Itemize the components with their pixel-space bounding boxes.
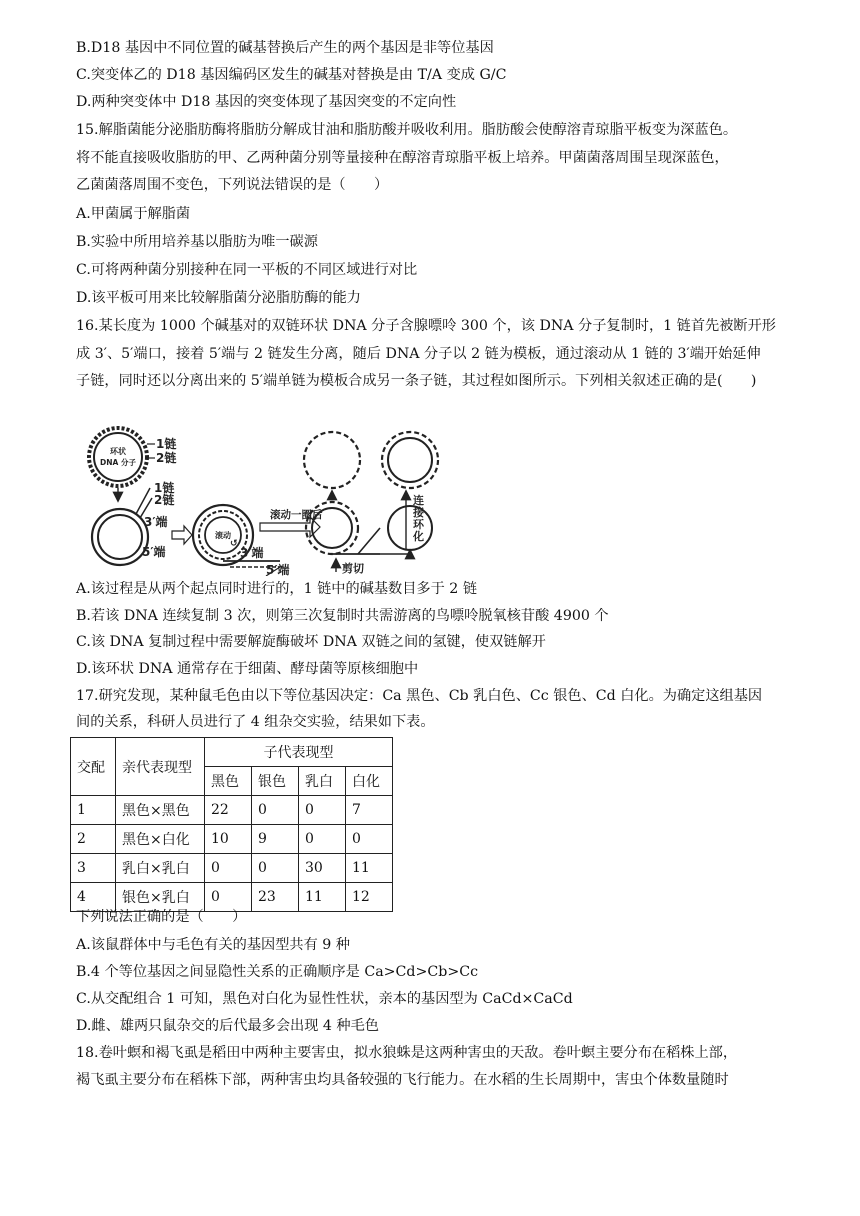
chain2-label: 2链 xyxy=(156,451,177,465)
sub-header-albino: 白化 xyxy=(346,767,393,796)
table-row: 1 黑色×黑色 22 0 0 7 xyxy=(71,796,393,825)
chain2b-label: 2链 xyxy=(154,493,175,507)
q15-option-c: C.可将两种菌分别接种在同一平板的不同区域进行对比 xyxy=(76,262,418,278)
sub-header-cream: 乳白 xyxy=(299,767,346,796)
table-row: 3 乳白×乳白 0 0 30 11 xyxy=(71,854,393,883)
ring-label-3: 环 xyxy=(413,518,424,531)
circ-label-2: DNA 分子 xyxy=(100,458,136,467)
chain1-label: 1链 xyxy=(156,437,177,451)
circular-dna-icon xyxy=(89,428,147,486)
q16-stem-line3: 子链，同时还以分离出来的 5′端单链为模板合成另一条子链，其过程如图所示。下列相关叙述正确的是( ) xyxy=(76,373,757,389)
process-arrow-icon xyxy=(172,526,192,544)
q16-option-d: D.该环状 DNA 通常存在于细菌、酵母菌等原核细胞中 xyxy=(76,661,419,677)
ring-label-1: 连 xyxy=(413,494,424,507)
q15-option-a: A.甲菌属于解脂菌 xyxy=(76,206,191,222)
table-row: 4 银色×乳白 0 23 11 12 xyxy=(71,883,393,912)
sub-header-black: 黑色 xyxy=(205,767,252,796)
rolling-label: 滚动 xyxy=(215,531,231,540)
product-circle-double xyxy=(382,432,438,550)
end5b-label: 5′端 xyxy=(266,563,290,576)
cross-results-table xyxy=(70,737,393,912)
q17-prompt: 下列说法正确的是（ ） xyxy=(76,909,247,925)
q17-option-b: B.4 个等位基因之间显隐性关系的正确顺序是 Ca>Cd>Cb>Cc xyxy=(76,964,479,980)
q16-stem-line2: 成 3′、5′端口，接着 5′端与 2 链发生分离，随后 DNA 分子以 2 链为模板，通过滚动从 1 链的 3′端开始延伸 xyxy=(76,346,761,362)
rotate-icon: ↺ xyxy=(230,539,238,549)
q17-stem-line1: 17.研究发现，某种鼠毛色由以下等位基因决定：Ca 黑色、Cb 乳白色、Cc 银色、Cd 白化。为确定这组基因 xyxy=(76,688,763,704)
q14-option-d: D.两种突变体中 D18 基因的突变体现了基因突变的不定向性 xyxy=(76,94,457,110)
header-parent: 亲代表现型 xyxy=(116,738,205,796)
q15-option-b: B.实验中所用培养基以脂肪为唯一碳源 xyxy=(76,234,318,250)
product-circle-single xyxy=(304,432,360,488)
table-row: 2 黑色×白化 10 9 0 0 xyxy=(71,825,393,854)
end5-label: 5′端 xyxy=(142,545,166,559)
cut-label: 剪切 xyxy=(342,562,364,575)
header-offspring: 子代表现型 xyxy=(205,738,393,767)
q18-stem-line2: 褐飞虱主要分布在稻株下部，两种害虫均具备较强的飞行能力。在水稻的生长周期中，害虫个体数量随时 xyxy=(76,1072,729,1088)
q15-option-d: D.该平板可用来比较解脂菌分泌脂肪酶的能力 xyxy=(76,290,361,306)
ring-label-2: 接 xyxy=(413,506,424,519)
q17-option-c: C.从交配组合 1 可知，黑色对白化为显性性状，亲本的基因型为 CaCd×CaCd xyxy=(76,991,573,1007)
q16-option-a: A.该过程是从两个起点同时进行的，1 链中的碱基数目多于 2 链 xyxy=(76,581,478,597)
q16-option-c: C.该 DNA 复制过程中需要解旋酶破坏 DNA 双链之间的氢键，使双链解开 xyxy=(76,634,546,650)
ring-label-4: 化 xyxy=(413,530,424,543)
end3b-label: 3′端 xyxy=(240,546,264,560)
circ-label-1: 环状 xyxy=(110,447,126,456)
q15-stem-line2: 将不能直接吸收脂肪的甲、乙两种菌分别等量接种在醇溶青琼脂平板上培养。甲菌菌落周围呈现深蓝色， xyxy=(76,150,729,166)
q14-option-c: C.突变体乙的 D18 基因编码区发生的碱基对替换是由 T/A 变成 G/C xyxy=(76,67,507,83)
end3-label: 3′端 xyxy=(144,515,168,529)
sub-header-silver: 银色 xyxy=(252,767,299,796)
q16-stem-line1: 16.某长度为 1000 个碱基对的双链环状 DNA 分子含腺嘌呤 300 个，该 DNA 分子复制时，1 链首先被断开形 xyxy=(76,318,776,334)
header-cross: 交配 xyxy=(71,738,116,796)
q17-option-d: D.雌、雄两只鼠杂交的后代最多会出现 4 种毛色 xyxy=(76,1018,379,1034)
q15-stem-line3: 乙菌菌落周围不变色，下列说法错误的是（ ） xyxy=(76,177,389,193)
chain1b-label: 1链 xyxy=(154,481,175,495)
q17-stem-line2: 间的关系，科研人员进行了 4 组杂交实验，结果如下表。 xyxy=(76,714,435,730)
rolling-circle-diagram xyxy=(80,424,460,576)
q15-stem-line1: 15.解脂菌能分泌脂肪酶将脂肪分解成甘油和脂肪酸并吸收利用。脂肪酸会使醇溶青琼脂平板变为深蓝色。 xyxy=(76,122,738,138)
after-roll-label: 滚动一圈后 xyxy=(270,509,323,521)
q17-option-a: A.该鼠群体中与毛色有关的基因型共有 9 种 xyxy=(76,937,350,953)
q14-option-b: B.D18 基因中不同位置的碱基替换后产生的两个基因是非等位基因 xyxy=(76,40,494,56)
q18-stem-line1: 18.卷叶螟和褐飞虱是稻田中两种主要害虫，拟水狼蛛是这两种害虫的天敌。卷叶螟主要分布在稻株上部， xyxy=(76,1045,738,1061)
q16-option-b: B.若该 DNA 连续复制 3 次，则第三次复制时共需游离的鸟嘌呤脱氧核苷酸 4900 个 xyxy=(76,608,609,624)
